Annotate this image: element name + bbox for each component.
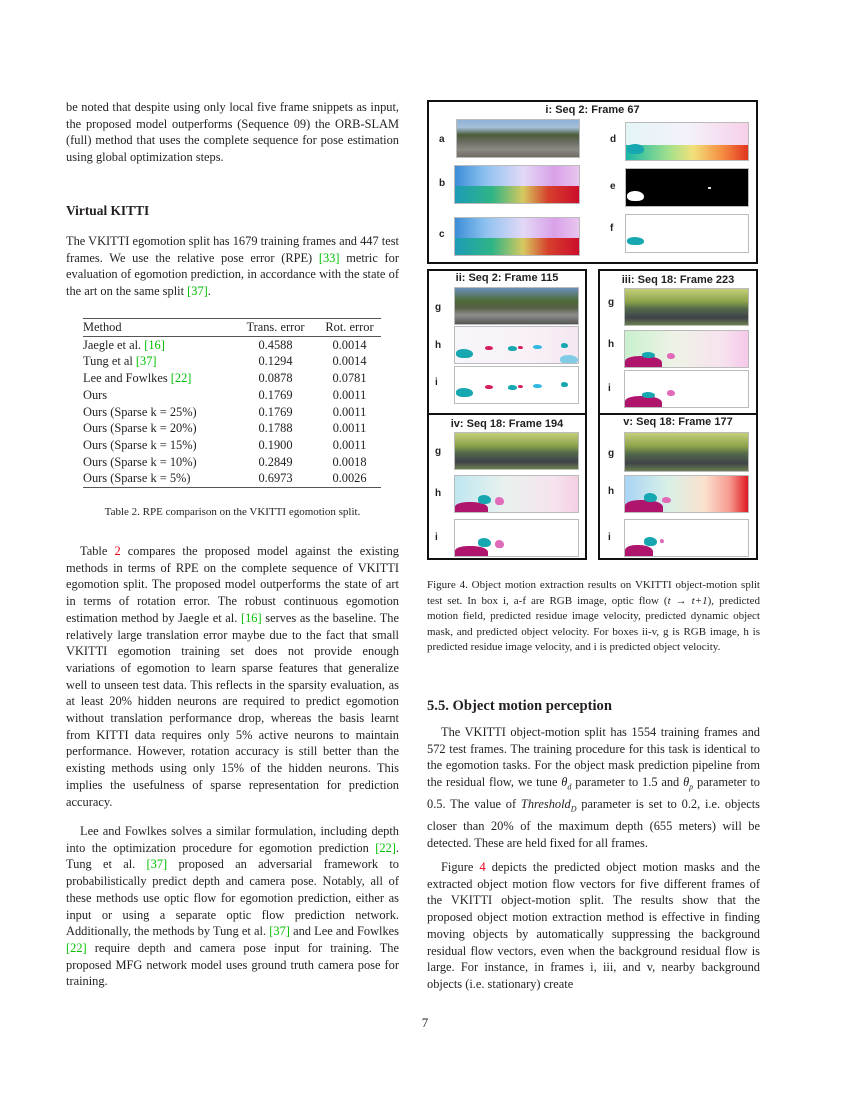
table-row <box>83 454 381 471</box>
text-span: require depth and camera pose input for training. The proposed MFG network model uses ground truth camera pose for training. <box>66 940 399 989</box>
comparison-paragraph <box>66 543 399 810</box>
figure-reference-link[interactable]: 4 <box>479 860 486 874</box>
rot-error-cell: 0.0781 <box>332 371 367 386</box>
trans-error-cell: 0.1769 <box>258 404 293 419</box>
page-number: 7 <box>421 1015 429 1030</box>
rot-error-cell: 0.0026 <box>332 471 367 486</box>
rgb-image <box>454 287 579 325</box>
panel-label: g <box>608 297 615 308</box>
rot-error-cell: 0.0011 <box>332 387 367 402</box>
panel-label: h <box>435 488 442 499</box>
method-cell: Ours (Sparse k = 10%) <box>83 454 197 469</box>
figure-box-ii <box>427 269 587 417</box>
citation-link[interactable]: [37] <box>187 284 208 299</box>
figure-box-i <box>427 100 758 264</box>
box-title: ii: Seq 2: Frame 115 <box>455 272 559 284</box>
panel-label: e <box>610 181 616 192</box>
math-theta-p: $\theta_p$ <box>683 775 694 792</box>
subsection-heading-virtual-kitti: Virtual KITTI <box>66 203 150 218</box>
section-heading-object-motion: 5.5. Object motion perception <box>427 698 612 714</box>
text-span: metric for evaluation of egomotion prediction, in accordance with the state of the art on the same split <box>66 250 399 299</box>
method-cell: Ours <box>83 387 108 402</box>
text-span: proposed an adversarial framework to probabilistically predict depth and camera pose. Notably, all of these methods use optic flow for egomotion prediction, either as input or using a separate optic flow prediction network. Additionally, the methods by Tung et al. <box>66 857 399 939</box>
table-reference-link[interactable]: 2 <box>114 544 121 558</box>
residue-velocity-image <box>625 122 749 161</box>
panel-label: g <box>435 302 442 313</box>
trans-error-cell: 0.1294 <box>258 354 293 369</box>
box-title: iii: Seq 18: Frame 223 <box>621 274 735 286</box>
citation-link[interactable]: [37] <box>269 924 290 939</box>
text-span: parameter to 0.5. The value of <box>427 775 760 812</box>
math-theta-d: $\theta_d$ <box>561 775 572 792</box>
panel-label: g <box>608 448 615 459</box>
panel-label: i <box>608 532 611 543</box>
motion-field-image <box>454 217 580 256</box>
figure-discussion-paragraph <box>427 859 760 993</box>
text-span: parameter is set to 0.2, i.e. objects closer than 20% of the maximum depth (655 meters) will be detected. These are held fixed for all frames. <box>427 797 761 851</box>
citation-link[interactable]: [22] <box>375 840 396 855</box>
panel-label: g <box>435 446 442 457</box>
table-caption: Table 2. RPE comparison on the VKITTI egomotion split. <box>104 506 361 518</box>
rgb-image <box>624 288 749 326</box>
residue-velocity-image <box>624 475 749 513</box>
object-motion-paragraph <box>427 724 760 852</box>
column-header-trans-error: Trans. error <box>246 320 305 334</box>
text-span: Lee and Fowlkes solves a similar formulation, including depth into the optimization procedure for egomotion prediction <box>66 824 399 855</box>
object-velocity-image <box>454 366 579 404</box>
table-row <box>83 404 381 421</box>
object-velocity-image <box>624 370 749 408</box>
optic-flow-image <box>454 165 580 204</box>
method-cell: Tung et al [37] <box>83 354 157 369</box>
intro-paragraph: be noted that despite using only local five frame snippets as input, the proposed model outperforms (Sequence 09) the ORB-SLAM (full) method that uses the complete sequence for pose estimation using global optimization steps. <box>66 100 399 165</box>
method-cell: Ours (Sparse k = 15%) <box>83 437 197 452</box>
trans-error-cell: 0.0878 <box>258 371 293 386</box>
object-velocity-image <box>454 519 579 557</box>
rot-error-cell: 0.0018 <box>332 454 367 469</box>
figure-caption <box>427 578 760 656</box>
text-span: . <box>207 284 211 299</box>
residue-velocity-image <box>454 326 579 364</box>
residue-velocity-image <box>454 475 579 513</box>
panel-label: d <box>610 134 617 145</box>
dynamic-object-mask-image <box>625 168 749 207</box>
figure-box-iv <box>427 413 587 560</box>
text-span: and Lee and Fowlkes <box>289 924 400 939</box>
table-row <box>83 470 381 487</box>
text-span: . Tung et al. <box>66 840 399 872</box>
object-velocity-image <box>625 214 749 253</box>
citation-link[interactable]: [16] <box>144 337 165 352</box>
citation-link[interactable]: [16] <box>240 610 262 625</box>
figure-box-v <box>598 413 758 560</box>
method-cell: Lee and Fowlkes [22] <box>83 371 192 386</box>
text-span: Figure <box>441 860 480 874</box>
citation-link[interactable]: [37] <box>146 857 168 872</box>
figure-box-iii <box>598 269 758 417</box>
method-cell: Jaegle et al. [16] <box>83 337 165 352</box>
table-row <box>83 420 381 437</box>
panel-label: b <box>439 178 446 189</box>
text-span: Figure 4. Object motion extraction results on VKITTI object-motion split test set. In box i, a-f are RGB image, optic flow ( <box>427 579 760 607</box>
panel-label: h <box>435 340 442 351</box>
text-span: compares the proposed model against the existing methods in terms of RPE on the complete sequence of VKITTI egomotion split. The proposed model outperforms the state of art in terms of rotation error. The robust continuous egomotion estimation method by Jaegle et al. <box>66 544 399 625</box>
trans-error-cell: 0.1900 <box>258 437 293 452</box>
panel-label: a <box>439 134 445 145</box>
citation-link[interactable]: [37] <box>135 354 157 369</box>
lee-fowlkes-paragraph <box>66 823 399 990</box>
residue-velocity-image <box>624 330 749 368</box>
method-cell: Ours (Sparse k = 25%) <box>83 404 197 419</box>
panel-label: i <box>435 532 438 543</box>
citation-link[interactable]: [22] <box>66 940 87 955</box>
panel-label: f <box>610 223 614 234</box>
panel-label: i <box>435 377 438 388</box>
table-row <box>83 437 381 454</box>
table-header-row <box>83 319 381 337</box>
text-span: serves as the baseline. The relatively large translation error maybe due to the fact that small VKITTI egomotion training set does not provide enough variations of egomotion to learn sparse features that generalize well to unseen test data. This reflects in the sparsity evaluation, as at least 20% hidden neurons are required to predict egomotion without translation performance drop, whereas the basis learnt from KITTI data requires only 5% active neurons to maintain performance. However, rotation accuracy is still better than the existing methods using only 15% of the hidden neurons. This implies the usefulness of sparse representation for prediction accuracy. <box>66 610 399 809</box>
citation-link[interactable]: [22] <box>170 371 192 386</box>
table-row <box>83 370 381 387</box>
method-cell: Ours (Sparse k = 20%) <box>83 421 197 436</box>
panel-label: h <box>608 486 615 497</box>
panel-label: h <box>608 339 615 350</box>
box-title: v: Seq 18: Frame 177 <box>623 416 733 428</box>
panel-label: i <box>608 383 611 394</box>
text-span: depicts the predicted object motion masks and the extracted object motion flow vectors for five different frames of the VKITTI object-motion split. The results show that the proposed object motion extraction method is effective in finding moving objects by automatically suppressing the background residual flow vectors, even when the background residual flow is large. For instance, in frames i, iii, and v, nearby background objects (i.e. stationary) create <box>427 860 761 991</box>
box-title: iv: Seq 18: Frame 194 <box>450 418 564 430</box>
object-velocity-image <box>624 519 749 557</box>
text-span: The VKITTI egomotion split has 1679 training frames and 447 test frames. We use the relative pose error (RPE) <box>66 234 399 265</box>
rgb-image <box>454 432 579 470</box>
trans-error-cell: 0.1769 <box>258 387 293 402</box>
table-row <box>83 387 381 404</box>
column-header-method: Method <box>83 320 122 334</box>
citation-link[interactable]: [33] <box>318 250 340 265</box>
rot-error-cell: 0.0014 <box>332 337 367 352</box>
panel-label: c <box>439 229 445 240</box>
method-cell: Ours (Sparse k = 5%) <box>83 471 191 486</box>
math-expression: t → t+1 <box>667 594 708 607</box>
rpe-table <box>83 318 381 488</box>
rot-error-cell: 0.0011 <box>332 404 367 419</box>
rot-error-cell: 0.0011 <box>332 421 367 436</box>
text-span: ), predicted motion field, predicted residue image velocity, predicted dynamic object mask, and predicted object velocity. For boxes ii-v, g is RGB image, h is predicted residue image velocity, and i is predicted object velocity. <box>427 594 760 654</box>
table-row <box>83 336 381 353</box>
math-threshold-d: Threshold$_D$ <box>520 797 577 814</box>
trans-error-cell: 0.1788 <box>258 421 293 436</box>
trans-error-cell: 0.6973 <box>258 471 293 486</box>
text-span: parameter to 1.5 and <box>571 775 684 790</box>
column-header-rot-error: Rot. error <box>325 320 374 334</box>
rgb-image <box>624 432 749 472</box>
box-title: i: Seq 2: Frame 67 <box>545 104 640 116</box>
trans-error-cell: 0.2849 <box>258 454 293 469</box>
table-row <box>83 353 381 370</box>
rot-error-cell: 0.0011 <box>332 437 367 452</box>
rgb-image <box>456 119 580 158</box>
vkitti-paragraph <box>66 233 399 300</box>
text-span: The VKITTI object-motion split has 1554 training frames and 572 test frames. The training procedure for this task is identical to the egomotion tasks. For the object mask prediction pipeline from the residual flow, we tune <box>427 725 760 790</box>
text-span: Table <box>80 544 115 558</box>
figure-4 <box>427 100 759 560</box>
trans-error-cell: 0.4588 <box>258 337 293 352</box>
rot-error-cell: 0.0014 <box>332 354 367 369</box>
